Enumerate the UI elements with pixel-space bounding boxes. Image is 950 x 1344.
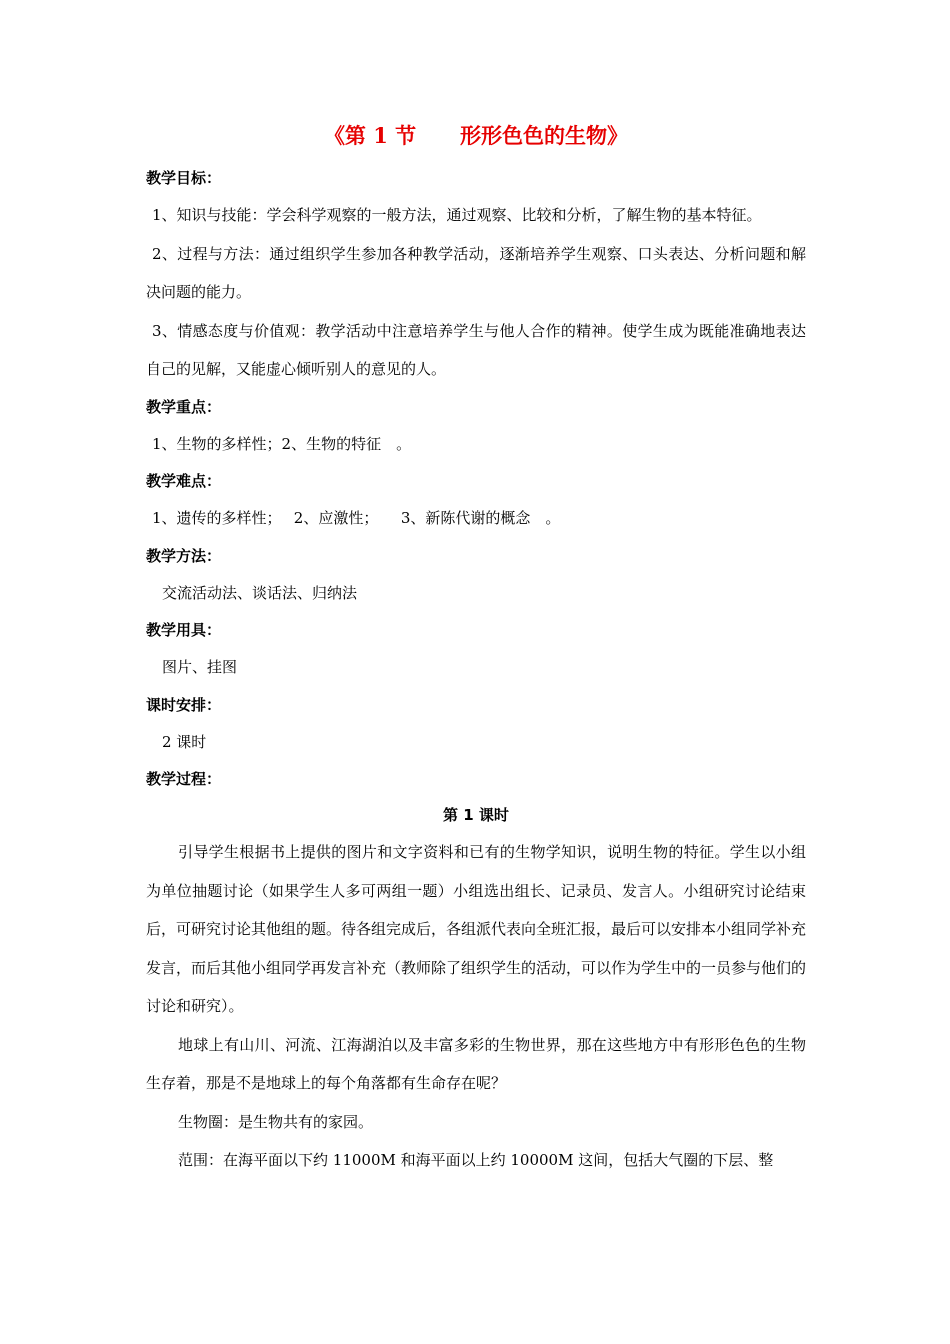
tools-heading: 教学用具：	[146, 621, 222, 639]
methods-heading: 教学方法：	[146, 546, 222, 565]
key-points-heading: 教学重点：	[146, 397, 222, 416]
difficulties-heading: 教学难点：	[146, 472, 222, 490]
tools: 图片、挂图	[162, 658, 238, 676]
process-paragraph-4: 范围：在海平面以下约 11000M 和海平面以上约 10000M 这间，包括大气圈的下层、整	[178, 1151, 774, 1169]
lesson-1-heading: 第 1 课时	[443, 806, 509, 824]
process-paragraph-2: 地球上有山川、河流、江海湖泊以及丰富多彩的生物世界，那在这些地方中有形形色色的生物生存着，那是不是地球上的每个角落都有生命存在呢？	[146, 1035, 806, 1092]
process-heading: 教学过程：	[146, 770, 222, 788]
objectives-heading: 教学目标：	[146, 169, 222, 187]
schedule-heading: 课时安排：	[146, 695, 222, 714]
schedule: 2 课时	[162, 732, 207, 751]
difficulties: 1、遗传的多样性； 2、应激性； 3、新陈代谢的概念 。	[152, 509, 561, 527]
document-content	[146, 118, 806, 1180]
page-title: 《第 1 节 形形色色的生物》	[323, 123, 629, 148]
process-paragraph-1: 引导学生根据书上提供的图片和文字资料和已有的生物学知识，说明生物的特征。学生以小组为单位抽题讨论（如果学生人多可两组一题）小组选出组长、记录员、发言人。小组研究讨论结束后，可研究讨论其他组的题。待各组完成后，各组派代表向全班汇报，最后可以安排本小组同学补充发言，而后其他小组同学再发言补充（教师除了组织学生的活动，可以作为学生中的一员参与他们的讨论和研究）。	[146, 843, 807, 1015]
methods: 交流活动法、谈话法、归纳法	[162, 583, 358, 602]
process-paragraph-3: 生物圈：是生物共有的家园。	[178, 1112, 374, 1131]
objective-3: 3、情感态度与价值观：教学活动中注意培养学生与他人合作的精神。使学生成为既能准确地表达自己的见解，又能虚心倾听别人的意见的人。	[146, 321, 806, 378]
objective-2: 2、过程与方法：通过组织学生参加各种教学活动，逐渐培养学生观察、口头表达、分析问题和解决问题的能力。	[146, 244, 806, 301]
key-points: 1、生物的多样性；2、生物的特征 。	[152, 434, 412, 453]
objective-1: 1、知识与技能：学会科学观察的一般方法，通过观察、比较和分析，了解生物的基本特征。	[152, 206, 762, 224]
